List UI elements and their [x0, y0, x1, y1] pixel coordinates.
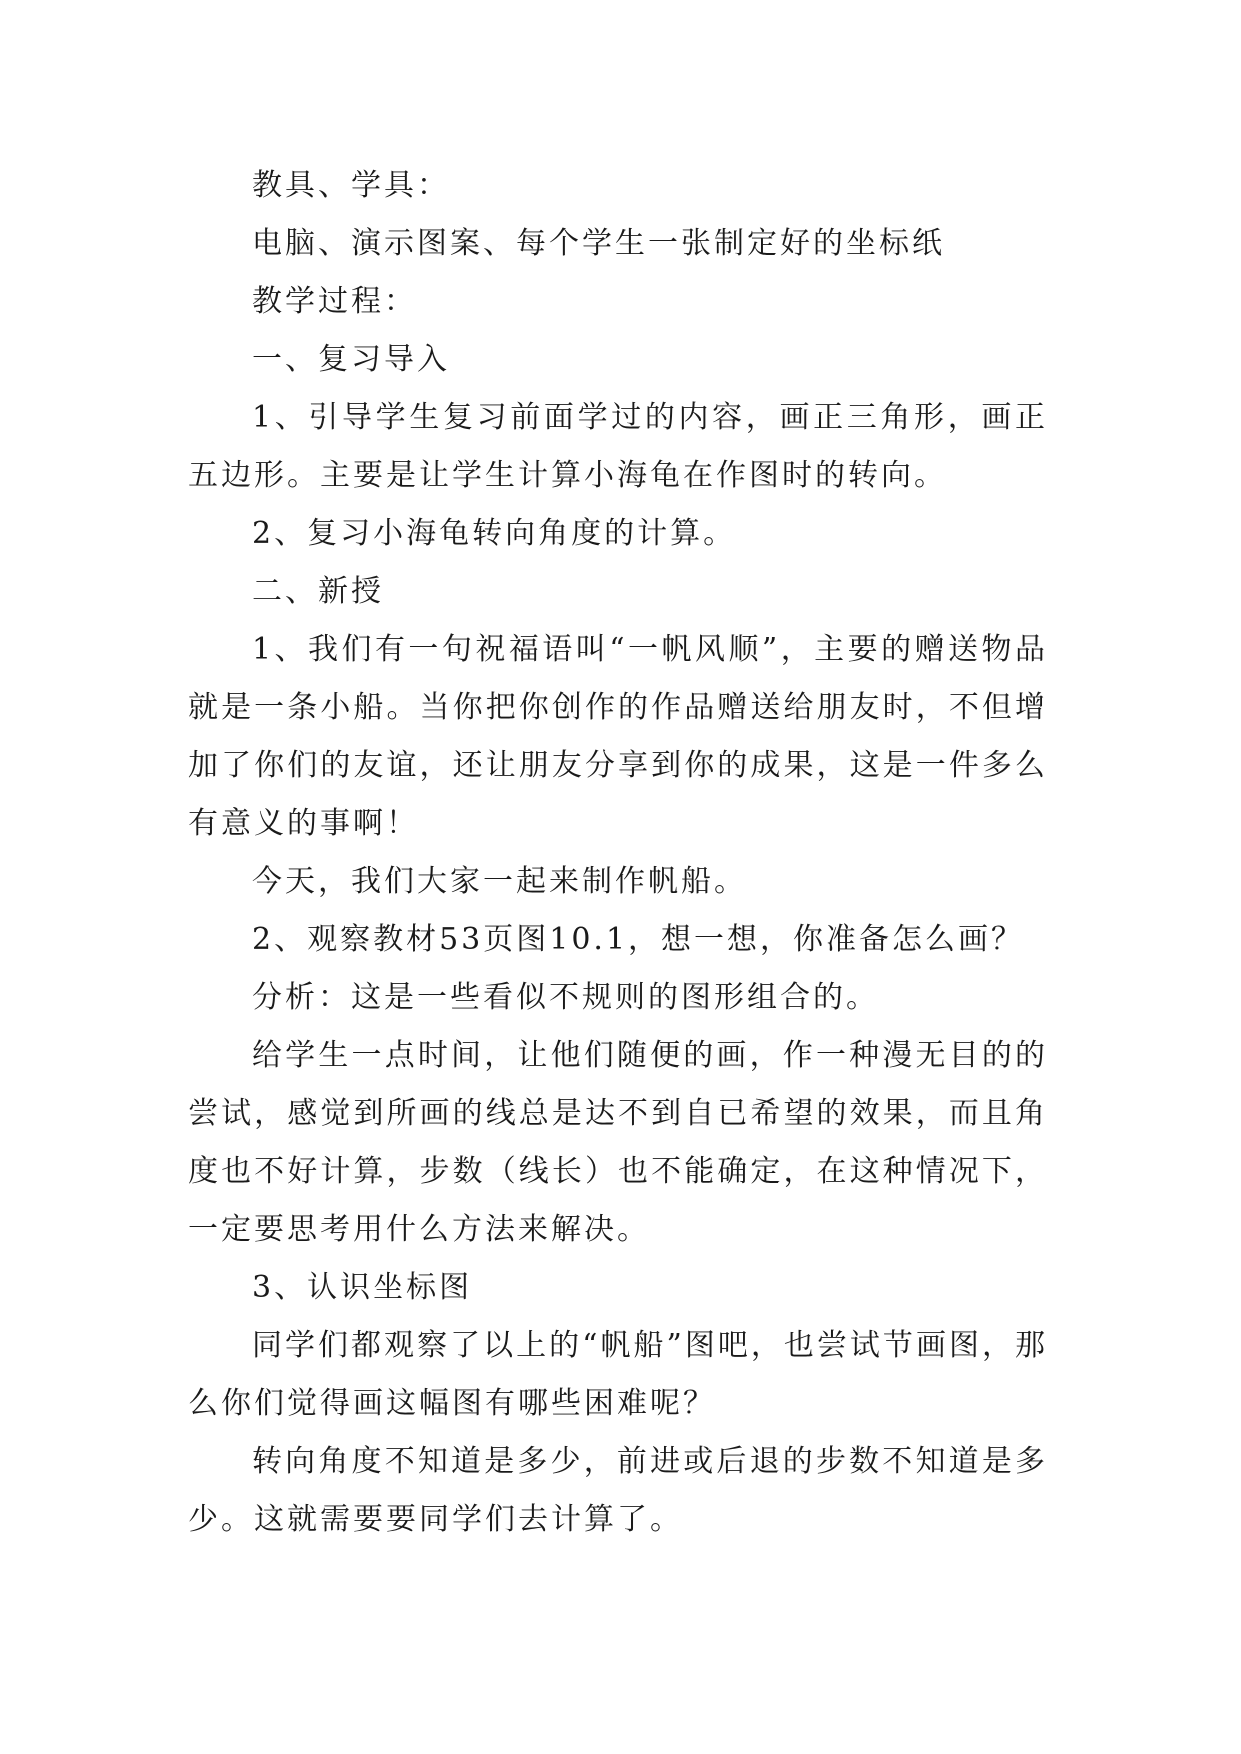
paragraph-process-heading: 教学过程：	[252, 284, 417, 319]
paragraph-new-item-3: 3、认识坐标图	[252, 1270, 473, 1305]
paragraph-analysis: 分析：这是一些看似不规则的图形组合的。	[252, 980, 879, 1015]
paragraph-calculation: 转向角度不知道是多少，前进或后退的步数不知道是多少。这就需要要同学们去计算了。	[188, 1444, 1048, 1537]
paragraph-student-attempt: 给学生一点时间，让他们随便的画，作一种漫无目的的尝试，感觉到所画的线总是达不到自已希望的效果，而且角度也不好计算，步数（线长）也不能确定，在这种情况下，一定要思考用什么方法来解决。	[188, 1038, 1048, 1247]
paragraph-review-item-2: 2、复习小海龟转向角度的计算。	[252, 516, 737, 551]
paragraph-section-review: 一、复习导入	[252, 342, 450, 377]
paragraph-today: 今天，我们大家一起来制作帆船。	[252, 864, 747, 899]
document-body	[188, 157, 1048, 1549]
paragraph-teaching-aids-list: 电脑、演示图案、每个学生一张制定好的坐标纸	[252, 226, 945, 261]
paragraph-teaching-aids-heading: 教具、学具：	[252, 168, 450, 203]
paragraph-new-item-2: 2、观察教材53页图10.1，想一想，你准备怎么画？	[252, 922, 1025, 957]
paragraph-sailboat-question: 同学们都观察了以上的“帆船”图吧，也尝试节画图，那么你们觉得画这幅图有哪些困难呢？	[188, 1328, 1048, 1421]
paragraph-section-new: 二、新授	[252, 574, 384, 609]
paragraph-new-item-1: 1、我们有一句祝福语叫“一帆风顺”，主要的赠送物品就是一条小船。当你把你创作的作品赠送给朋友时，不但增加了你们的友谊，还让朋友分享到你的成果，这是一件多么有意义的事啊！	[188, 632, 1048, 841]
paragraph-review-item-1: 1、引导学生复习前面学过的内容，画正三角形，画正五边形。主要是让学生计算小海龟在作图时的转向。	[188, 400, 1048, 493]
